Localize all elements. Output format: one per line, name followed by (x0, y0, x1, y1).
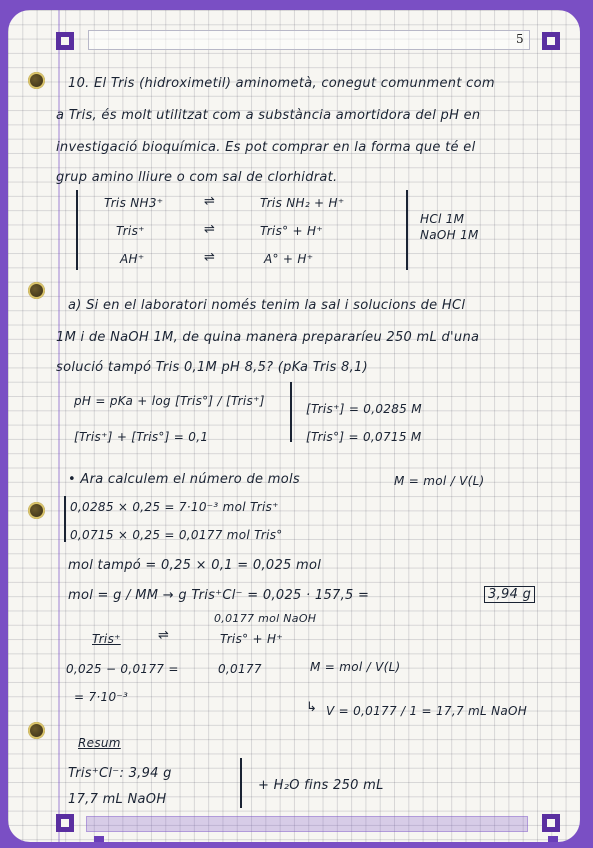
subtraction-result: = 7·10⁻³ (74, 690, 129, 704)
tris-zero-result: [Tris°] = 0,0715 M (306, 430, 422, 444)
eq-row2-right: Tris° + H⁺ (260, 224, 323, 238)
reagent-naoh: NaOH 1M (420, 228, 479, 242)
notebook-logo-icon (56, 814, 74, 832)
molarity-formula-2: M = mol / V(L) (310, 660, 401, 674)
eq-row1-right: Tris NH₂ + H⁺ (260, 196, 345, 210)
moles-heading: • Ara calculem el número de mols (68, 472, 300, 487)
binder-hole (28, 72, 45, 89)
result-arrow-icon: ↳ (306, 700, 317, 715)
eq-row3-arrow: ⇌ (204, 250, 216, 265)
summary-heading: Resum (78, 736, 121, 750)
eq-row1-arrow: ⇌ (204, 194, 216, 209)
binder-hole (28, 722, 45, 739)
equilibria-bracket (76, 190, 78, 270)
equations-brace (284, 382, 292, 442)
eq-row3-left: AH⁺ (120, 252, 145, 266)
summary-naoh: 17,7 mL NaOH (68, 792, 167, 807)
henderson-equation: pH = pKa + log [Tris°] / [Tris⁺] (74, 394, 265, 408)
summary-salt: Tris⁺Cl⁻: 3,94 g (68, 766, 172, 781)
footer-square (94, 836, 104, 842)
reaction-arrow-icon: ⇌ (158, 628, 169, 643)
intro-line-2: a Tris, és molt utilitzat com a substància amortidora del pH en (56, 108, 481, 123)
eq-row2-arrow: ⇌ (204, 222, 216, 237)
intro-line-1: 10. El Tris (hidroximetil) aminometà, conegut comunment com (68, 76, 495, 91)
reagent-hcl: HCl 1M (420, 212, 465, 226)
sum-equation: [Tris⁺] + [Tris°] = 0,1 (74, 430, 209, 444)
margin-line (58, 10, 60, 842)
summary-brace (234, 758, 242, 808)
volume-calculation: V = 0,0177 / 1 = 17,7 mL NaOH (326, 704, 528, 718)
reaction-right: Tris° + H⁺ (220, 632, 283, 646)
subtraction-right: 0,0177 (218, 662, 262, 676)
page-number: 5 (516, 32, 524, 46)
equilibria-bracket (406, 190, 408, 270)
question-a-line-2: 1M i de NaOH 1M, de quina manera prepararíeu 250 mL d'una (56, 330, 480, 345)
question-a-line-1: a) Si en el laboratori només tenim la sal i solucions de HCl (68, 298, 466, 313)
footer-bar (86, 816, 528, 832)
question-a-line-3: solució tampó Tris 0,1M pH 8,5? (pKa Tris 8,1) (56, 360, 368, 375)
header-box (88, 30, 530, 50)
footer-square (548, 836, 558, 842)
moles-brace (64, 496, 66, 542)
naoh-note: 0,0177 mol NaOH (214, 612, 317, 625)
mass-calculation: mol = g / MM → g Tris⁺Cl⁻ = 0,025 · 157,5 = (68, 588, 370, 603)
mass-result-box: 3,94 g (484, 586, 535, 603)
summary-water: + H₂O fins 250 mL (258, 778, 384, 793)
mol-buffer: mol tampó = 0,25 × 0,1 = 0,025 mol (68, 558, 322, 573)
binder-hole (28, 502, 45, 519)
notebook-logo-icon (542, 814, 560, 832)
notebook-page (8, 10, 580, 842)
subtraction-left: 0,025 − 0,0177 = (66, 662, 179, 676)
reaction-left: Tris⁺ (92, 632, 121, 646)
eq-row3-right: A° + H⁺ (264, 252, 314, 266)
intro-line-3: investigació bioquímica. Es pot comprar en la forma que té el (56, 140, 476, 155)
eq-row1-left: Tris NH3⁺ (104, 196, 164, 210)
eq-row2-left: Tris⁺ (116, 224, 145, 238)
intro-line-4: grup amino lliure o com sal de clorhidrat. (56, 170, 338, 185)
notebook-logo-icon (56, 32, 74, 50)
tris-plus-result: [Tris⁺] = 0,0285 M (306, 402, 422, 416)
binder-hole (28, 282, 45, 299)
notebook-logo-icon (542, 32, 560, 50)
molarity-formula: M = mol / V(L) (394, 474, 485, 488)
calc-tris-zero: 0,0715 × 0,25 = 0,0177 mol Tris° (70, 528, 283, 542)
calc-tris-plus: 0,0285 × 0,25 = 7·10⁻³ mol Tris⁺ (70, 500, 279, 514)
